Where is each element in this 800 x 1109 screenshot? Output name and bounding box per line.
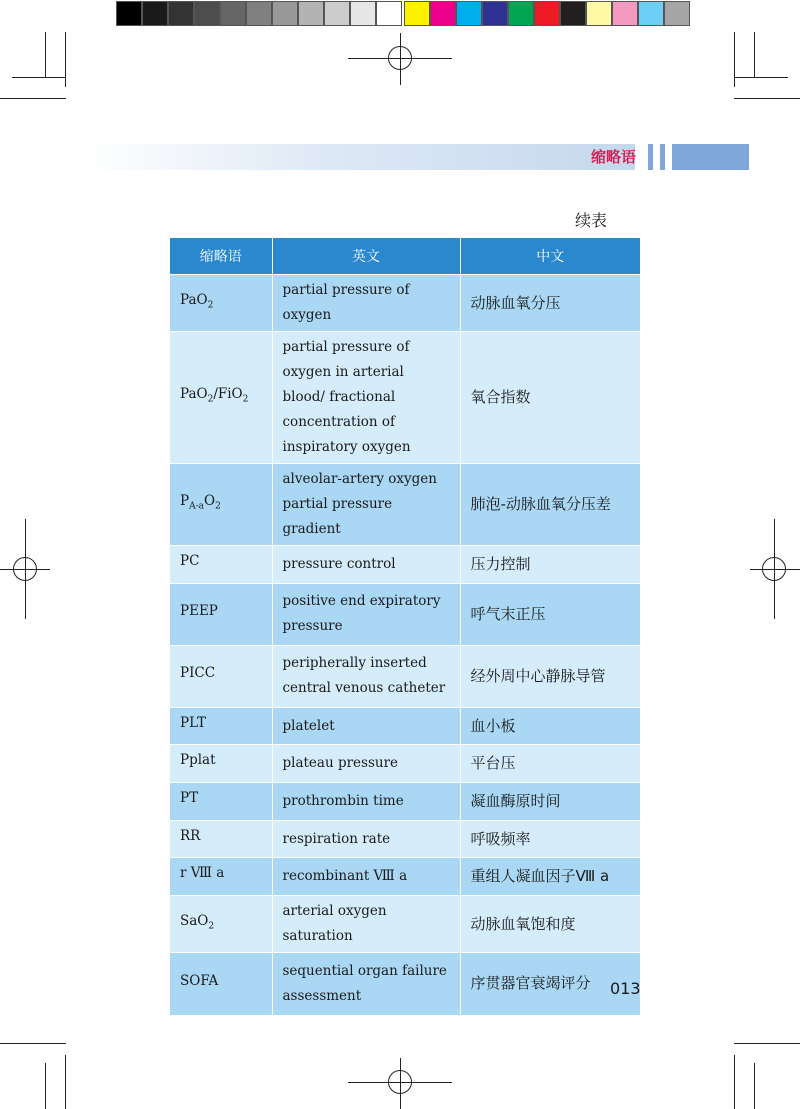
abbreviation-subscript: 2 <box>215 501 221 512</box>
crop-mark <box>0 1043 66 1044</box>
table-header-row <box>170 238 640 275</box>
table-row <box>170 464 640 546</box>
english-cell: alveolar-artery oxygen partial pressure gradient <box>272 464 460 546</box>
abbreviation-cell <box>170 546 272 584</box>
color-swatch <box>586 1 612 26</box>
crop-mark <box>734 32 735 87</box>
chinese-cell: 动脉血氧饱和度 <box>460 896 640 953</box>
color-swatch <box>534 1 560 26</box>
color-swatch <box>272 1 298 26</box>
registration-circle <box>762 557 786 581</box>
table-row <box>170 332 640 464</box>
color-bar-process <box>404 1 690 26</box>
english-cell: partial pressure of oxygen in arterial blood/ fractional concentration of inspiratory oxygen <box>272 332 460 464</box>
abbreviation-text: PEEP <box>180 602 218 619</box>
english-cell: platelet <box>272 707 460 745</box>
crop-mark <box>734 1055 735 1109</box>
abbreviation-text: PaO <box>180 386 208 403</box>
page-number: 013 <box>610 979 641 998</box>
abbreviation-cell <box>170 332 272 464</box>
abbreviation-text: SaO <box>180 912 209 929</box>
chinese-cell: 凝血酶原时间 <box>460 783 640 821</box>
color-swatch <box>638 1 664 26</box>
continued-label: 续表 <box>575 211 608 230</box>
chinese-cell: 压力控制 <box>460 546 640 584</box>
abbreviation-text: O <box>204 493 216 510</box>
table-row <box>170 783 640 821</box>
abbreviation-text: SOFA <box>180 972 219 989</box>
color-swatch <box>430 1 456 26</box>
color-swatch <box>612 1 638 26</box>
registration-circle <box>388 46 412 70</box>
table-row <box>170 583 640 645</box>
header-accent-bar <box>648 144 653 170</box>
abbreviation-text: P <box>180 493 190 510</box>
abbreviation-cell <box>170 745 272 783</box>
english-cell: plateau pressure <box>272 745 460 783</box>
abbreviation-text: PLT <box>180 714 206 731</box>
crop-mark <box>754 32 755 78</box>
chinese-cell: 平台压 <box>460 745 640 783</box>
table-row <box>170 275 640 332</box>
english-cell: positive end expiratory pressure <box>272 583 460 645</box>
color-swatch <box>220 1 246 26</box>
color-swatch <box>324 1 350 26</box>
chinese-cell: 肺泡-动脉血氧分压差 <box>460 464 640 546</box>
column-header-abbreviation: 缩略语 <box>170 238 272 275</box>
table-row <box>170 858 640 896</box>
chinese-cell: 呼吸频率 <box>460 820 640 858</box>
chinese-cell: 血小板 <box>460 707 640 745</box>
color-swatch <box>168 1 194 26</box>
color-bar-gray <box>116 1 402 26</box>
english-cell: sequential organ failure assessment <box>272 953 460 1015</box>
color-swatch <box>482 1 508 26</box>
abbreviation-subscript: A-a <box>189 501 204 512</box>
table-row <box>170 896 640 953</box>
color-swatch <box>508 1 534 26</box>
table-row <box>170 707 640 745</box>
color-swatch <box>194 1 220 26</box>
abbreviation-cell <box>170 583 272 645</box>
crop-mark <box>0 98 66 99</box>
crop-mark <box>754 1063 755 1109</box>
abbreviation-subscript: 2 <box>208 921 215 932</box>
abbreviation-cell <box>170 820 272 858</box>
color-swatch <box>456 1 482 26</box>
registration-circle <box>388 1070 412 1094</box>
abbreviation-text: /FiO <box>213 386 243 403</box>
chinese-cell: 经外周中心静脉导管 <box>460 645 640 707</box>
crop-mark <box>12 77 66 78</box>
abbreviation-subscript: 2 <box>242 394 249 405</box>
abbreviation-text: PT <box>180 790 199 807</box>
crop-mark <box>65 32 66 87</box>
column-header-english: 英文 <box>272 238 460 275</box>
header-accent-bar <box>660 144 665 170</box>
english-cell: recombinant Ⅷ a <box>272 858 460 896</box>
color-swatch <box>142 1 168 26</box>
table-row <box>170 953 640 1015</box>
abbreviation-text: PC <box>180 553 200 569</box>
running-header-title: 缩略语 <box>590 148 636 166</box>
chinese-cell: 呼气末正压 <box>460 583 640 645</box>
color-swatch <box>376 1 402 26</box>
chinese-cell: 序贯器官衰竭评分 <box>460 953 640 1015</box>
abbreviation-cell <box>170 645 272 707</box>
registration-circle <box>13 557 37 581</box>
abbreviation-text: r Ⅷ a <box>180 865 225 882</box>
chinese-cell: 动脉血氧分压 <box>460 275 640 332</box>
english-cell: arterial oxygen saturation <box>272 896 460 953</box>
color-swatch <box>246 1 272 26</box>
english-cell: partial pressure of oxygen <box>272 275 460 332</box>
crop-mark <box>45 32 46 78</box>
abbreviation-cell <box>170 896 272 953</box>
abbreviation-table <box>170 238 640 1015</box>
abbreviation-subscript: 2 <box>207 300 214 311</box>
header-band <box>85 144 635 170</box>
abbreviation-text: PaO <box>180 291 208 308</box>
english-cell: respiration rate <box>272 820 460 858</box>
color-swatch <box>298 1 324 26</box>
chinese-cell: 氧合指数 <box>460 332 640 464</box>
abbreviation-text: PICC <box>180 664 216 681</box>
crop-mark <box>45 1063 46 1109</box>
table-row <box>170 546 640 584</box>
crop-mark <box>734 98 800 99</box>
color-swatch <box>350 1 376 26</box>
color-swatch <box>404 1 430 26</box>
abbreviation-subscript: 2 <box>207 394 214 405</box>
table-row <box>170 645 640 707</box>
abbreviation-cell <box>170 707 272 745</box>
abbreviation-cell <box>170 464 272 546</box>
abbreviation-cell <box>170 275 272 332</box>
crop-mark <box>65 1055 66 1109</box>
table-row <box>170 745 640 783</box>
crop-mark <box>734 77 788 78</box>
abbreviation-text: RR <box>180 827 201 844</box>
english-cell: peripherally inserted central venous catheter <box>272 645 460 707</box>
color-swatch <box>664 1 690 26</box>
abbreviation-cell <box>170 953 272 1015</box>
abbreviation-cell <box>170 858 272 896</box>
abbreviation-cell <box>170 783 272 821</box>
column-header-chinese: 中文 <box>460 238 640 275</box>
color-swatch <box>116 1 142 26</box>
chinese-cell: 重组人凝血因子Ⅷ a <box>460 858 640 896</box>
color-swatch <box>560 1 586 26</box>
english-cell: pressure control <box>272 546 460 584</box>
table-row <box>170 820 640 858</box>
abbreviation-text: Pplat <box>180 752 216 769</box>
english-cell: prothrombin time <box>272 783 460 821</box>
crop-mark <box>734 1043 800 1044</box>
header-accent-block <box>672 144 749 170</box>
